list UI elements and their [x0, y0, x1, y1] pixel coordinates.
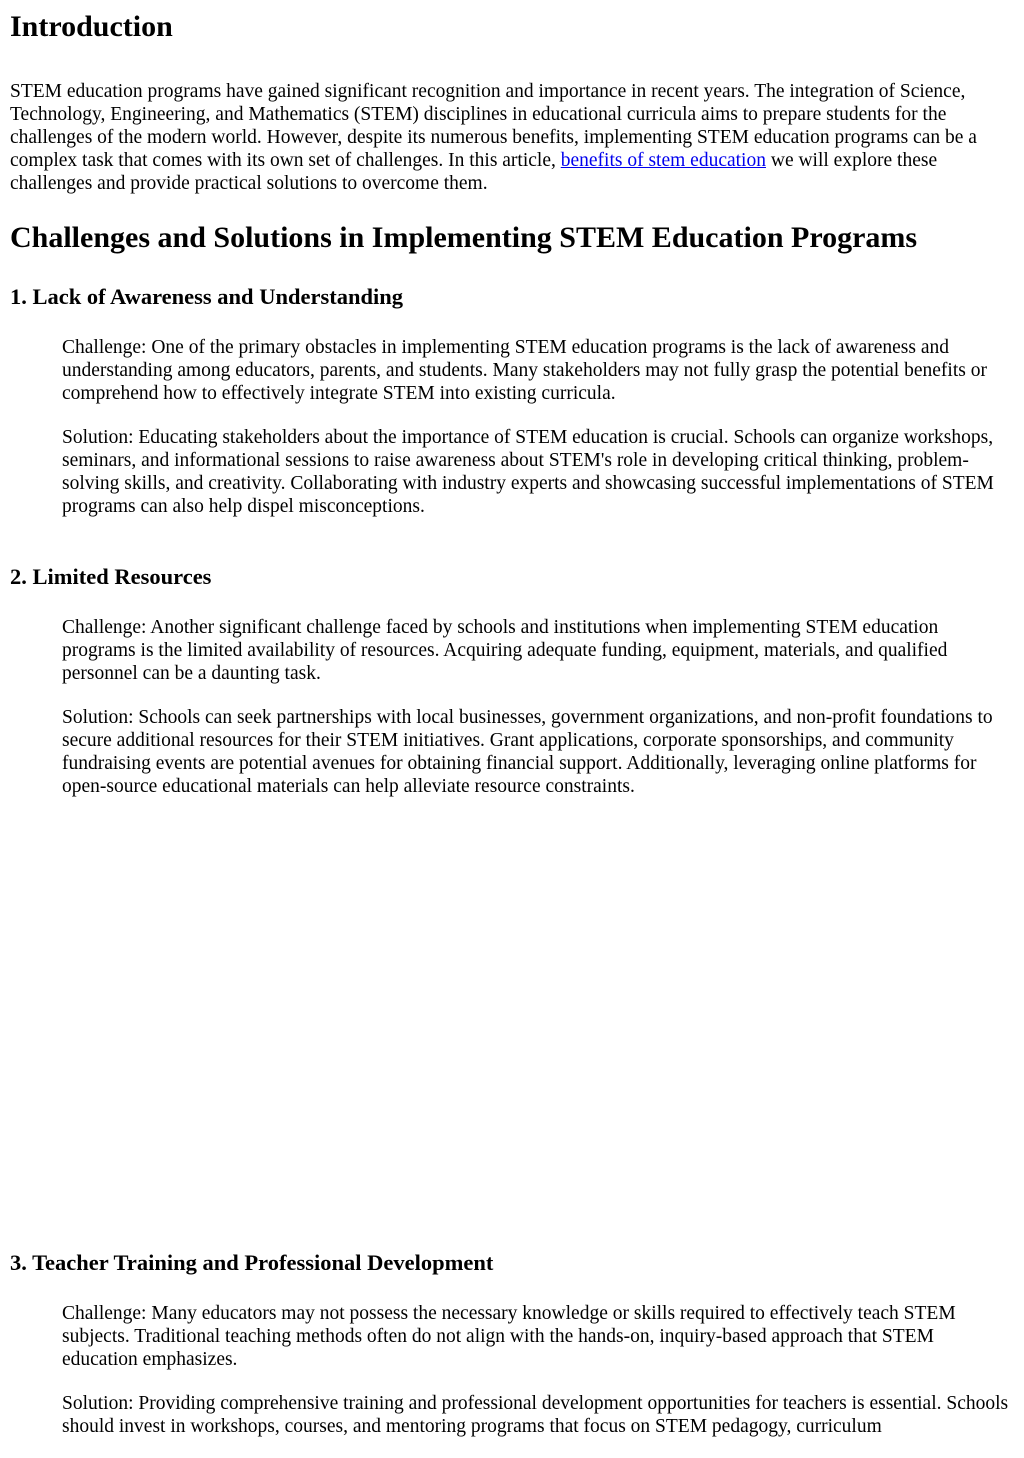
intro-text-after-link: we will explore these challenges and provide practical solutions to overcome them.	[10, 150, 938, 194]
section-2-solution: Solution: Schools can seek partnerships with local businesses, government organizations, and non-profit foundations to secure additional resources for their STEM initiatives. Grant applications, corporate sponsorships, and community fundraising events are potential avenues for obtaining financial support. Additionally, leveraging online platforms for open-source educational materials can help alleviate resource constraints.	[62, 707, 993, 797]
section-1-solution: Solution: Educating stakeholders about the importance of STEM education is crucial. Schools can organize workshops, seminars, and informational sessions to raise awareness about STEM's role in developing critical thinking, problem-solving skills, and creativity. Collaborating with industry experts and showcasing successful implementations of STEM programs can also help dispel misconceptions.	[62, 427, 994, 517]
section-2-challenge: Challenge: Another significant challenge faced by schools and institutions when implementing STEM education programs is the limited availability of resources. Acquiring adequate funding, equipment, materials, and qualified personnel can be a daunting task.	[62, 617, 948, 684]
section-1-challenge: Challenge: One of the primary obstacles in implementing STEM education programs is the lack of awareness and understanding among educators, parents, and students. Many stakeholders may not fully grasp the potential benefits or comprehend how to effectively integrate STEM into existing curricula.	[62, 337, 987, 404]
section-3-quote	[62, 1302, 1014, 1438]
section-1-quote	[62, 336, 1014, 518]
article	[0, 10, 1024, 1438]
benefits-of-stem-link[interactable]: benefits of stem education	[560, 150, 766, 171]
section-2-quote	[62, 616, 1014, 798]
intro-heading: Introduction	[10, 10, 173, 43]
intro-paragraph	[10, 80, 1014, 195]
intro-text-before-link: STEM education programs have gained significant recognition and importance in recent years. The integration of Science, Technology, Engineering, and Mathematics (STEM) disciplines in educational curricula aims to prepare students for the challenges of the modern world. However, despite its numerous benefits, implementing STEM education programs can be a complex task that comes with its own set of challenges. In this article,	[10, 81, 977, 171]
section-2-heading: 2. Limited Resources	[10, 564, 212, 589]
section-1-heading: 1. Lack of Awareness and Understanding	[10, 284, 403, 309]
section-3-solution: Solution: Providing comprehensive training and professional development opportunities for teachers is essential. Schools should invest in workshops, courses, and mentoring programs that focus on STEM pedagogy, curriculum	[62, 1393, 1009, 1437]
section-3-heading: 3. Teacher Training and Professional Development	[10, 1250, 494, 1275]
main-heading: Challenges and Solutions in Implementing STEM Education Programs	[10, 221, 918, 254]
blank-space	[10, 798, 1014, 1250]
section-3-challenge: Challenge: Many educators may not possess the necessary knowledge or skills required to effectively teach STEM subjects. Traditional teaching methods often do not align with the hands-on, inquiry-based approach that STEM education emphasizes.	[62, 1303, 956, 1370]
